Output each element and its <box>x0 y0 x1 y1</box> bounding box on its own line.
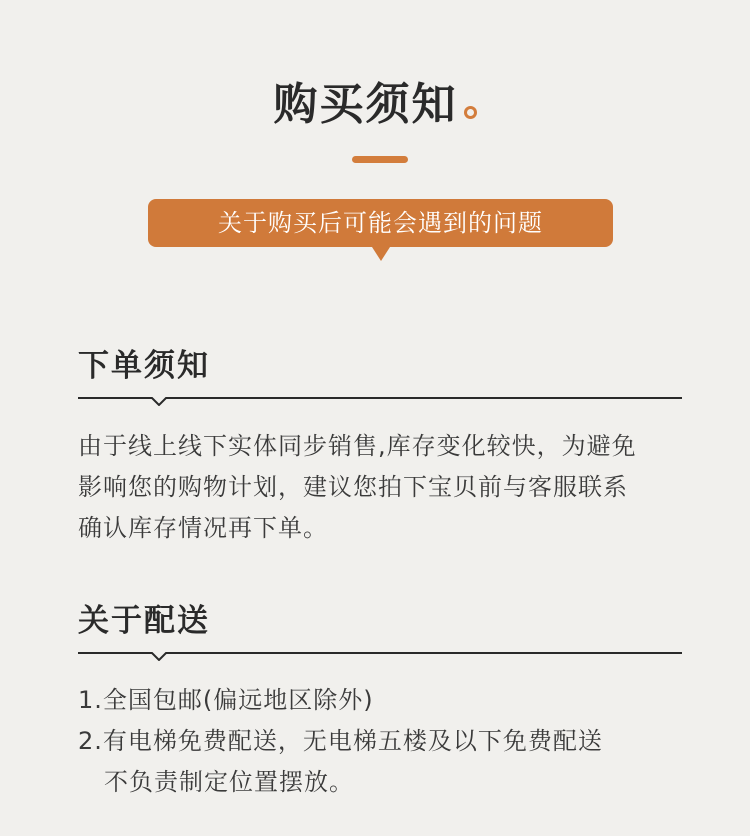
delivery-line-3: 不负责制定位置摆放。 <box>104 768 354 796</box>
section-title-order-notice: 下单须知 <box>78 348 210 384</box>
delivery-line-1: 1.全国包邮(偏远地区除外) <box>78 686 374 714</box>
notice-banner-pointer <box>372 247 390 261</box>
order-notice-line-1: 由于线上线下实体同步销售,库存变化较快，为避免 <box>78 432 637 460</box>
title-wrap <box>0 68 750 132</box>
page-title-text: 购买须知 <box>273 79 458 130</box>
delivery-line-2: 2.有电梯免费配送，无电梯五楼及以下免费配送 <box>78 727 603 755</box>
notice-banner <box>148 199 613 247</box>
order-notice-line-3: 确认库存情况再下单。 <box>78 514 328 542</box>
section-title-delivery: 关于配送 <box>78 603 210 639</box>
page-title <box>274 68 477 132</box>
title-underline-bar <box>352 156 408 163</box>
delivery-text <box>78 680 688 803</box>
title-dot-decoration <box>464 106 477 119</box>
order-notice-line-2: 影响您的购物计划，建议您拍下宝贝前与客服联系 <box>78 473 628 501</box>
section-divider-order-notice <box>78 390 682 406</box>
section-divider-delivery <box>78 645 682 661</box>
notice-banner-text: 关于购买后可能会遇到的问题 <box>218 209 543 237</box>
order-notice-text <box>78 426 688 549</box>
